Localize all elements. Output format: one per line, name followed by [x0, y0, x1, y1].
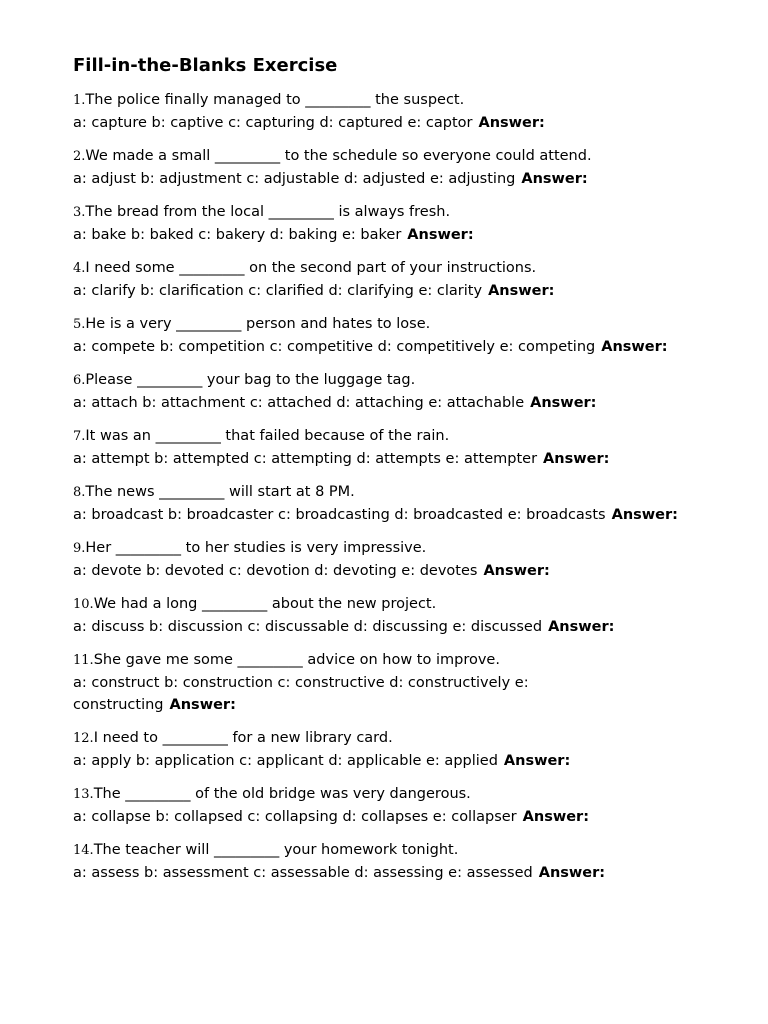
answer-label: Answer: — [548, 619, 615, 635]
answer-label: Answer: — [543, 451, 610, 467]
answer-label: Answer: — [169, 697, 236, 713]
options-text: a: capture b: captive c: capturing d: captured e: captor — [73, 115, 473, 131]
question-line — [73, 89, 693, 112]
question-line — [73, 369, 693, 392]
question-number: 12. — [73, 731, 94, 746]
question-item — [73, 369, 693, 414]
options-text: a: construct b: construction c: constructive d: constructively e: constructing — [73, 675, 529, 713]
options-text: a: compete b: competition c: competitive d: competitively e: competing — [73, 339, 596, 355]
answer-label: Answer: — [601, 339, 668, 355]
answer-label: Answer: — [407, 227, 474, 243]
answer-options — [73, 392, 693, 414]
question-line — [73, 257, 693, 280]
question-item — [73, 649, 693, 716]
question-sentence: We made a small _________ to the schedule so everyone could attend. — [85, 148, 592, 164]
options-text: a: apply b: application c: applicant d: applicable e: applied — [73, 753, 498, 769]
question-item — [73, 783, 693, 828]
question-item — [73, 839, 693, 884]
question-number: 5. — [73, 317, 86, 332]
question-item — [73, 537, 693, 582]
answer-options — [73, 504, 693, 526]
question-item — [73, 145, 693, 190]
question-item — [73, 727, 693, 772]
worksheet — [73, 52, 693, 895]
answer-label: Answer: — [522, 809, 590, 825]
question-item — [73, 89, 693, 134]
question-number: 9. — [73, 541, 86, 556]
answer-options — [73, 560, 693, 582]
question-item — [73, 257, 693, 302]
question-line — [73, 481, 693, 504]
question-line — [73, 201, 693, 224]
question-sentence: I need to _________ for a new library card. — [93, 730, 393, 746]
answer-options — [73, 672, 693, 716]
question-sentence: It was an _________ that failed because of the rain. — [85, 428, 450, 444]
answer-label: Answer: — [488, 283, 555, 299]
answer-options — [73, 806, 693, 828]
question-sentence: She gave me some _________ advice on how to improve. — [93, 652, 500, 668]
options-text: a: devote b: devoted c: devotion d: devoting e: devotes — [73, 563, 478, 579]
page-title: Fill-in-the-Blanks Exercise — [73, 55, 338, 76]
question-line — [73, 537, 693, 560]
question-number: 10. — [73, 597, 94, 612]
answer-label: Answer: — [483, 563, 550, 579]
answer-label: Answer: — [478, 115, 545, 131]
answer-options — [73, 448, 693, 470]
question-number: 13. — [73, 787, 94, 802]
question-line — [73, 313, 693, 336]
question-number: 6. — [73, 373, 86, 388]
options-text: a: assess b: assessment c: assessable d: assessing e: assessed — [73, 865, 533, 881]
question-line — [73, 727, 693, 750]
options-text: a: attempt b: attempted c: attempting d: attempts e: attempter — [73, 451, 538, 467]
question-line — [73, 593, 693, 616]
answer-label: Answer: — [521, 171, 588, 187]
options-text: a: clarify b: clarification c: clarified d: clarifying e: clarity — [73, 283, 483, 299]
question-item — [73, 425, 693, 470]
question-number: 11. — [73, 653, 94, 668]
answer-label: Answer: — [503, 753, 571, 769]
answer-options — [73, 280, 693, 302]
question-item — [73, 593, 693, 638]
question-item — [73, 481, 693, 526]
question-line — [73, 783, 693, 806]
question-sentence: We had a long _________ about the new project. — [93, 596, 437, 612]
options-text: a: discuss b: discussion c: discussable d: discussing e: discussed — [73, 619, 543, 635]
question-number: 14. — [73, 843, 94, 858]
options-text: a: attach b: attachment c: attached d: attaching e: attachable — [73, 395, 525, 411]
question-item — [73, 201, 693, 246]
question-sentence: The _________ of the old bridge was very dangerous. — [93, 786, 471, 802]
question-sentence: He is a very _________ person and hates to lose. — [85, 316, 431, 332]
question-number: 2. — [73, 149, 86, 164]
answer-options — [73, 862, 693, 884]
question-line — [73, 839, 693, 862]
question-line — [73, 425, 693, 448]
question-sentence: Her _________ to her studies is very impressive. — [85, 540, 427, 556]
answer-options — [73, 336, 693, 358]
question-sentence: Please _________ your bag to the luggage tag. — [85, 372, 416, 388]
options-text: a: broadcast b: broadcaster c: broadcasting d: broadcasted e: broadcasts — [73, 507, 606, 523]
answer-label: Answer: — [530, 395, 597, 411]
answer-options — [73, 224, 693, 246]
answer-options — [73, 616, 693, 638]
question-number: 7. — [73, 429, 86, 444]
answer-options — [73, 750, 693, 772]
options-text: a: adjust b: adjustment c: adjustable d: adjusted e: adjusting — [73, 171, 516, 187]
question-item — [73, 313, 693, 358]
question-line — [73, 649, 693, 672]
question-number: 1. — [73, 93, 86, 108]
question-number: 3. — [73, 205, 86, 220]
question-sentence: The news _________ will start at 8 PM. — [85, 484, 355, 500]
question-sentence: The teacher will _________ your homework tonight. — [93, 842, 459, 858]
question-number: 4. — [73, 261, 86, 276]
options-text: a: collapse b: collapsed c: collapsing d: collapses e: collapser — [73, 809, 517, 825]
question-sentence: The bread from the local _________ is always fresh. — [85, 204, 451, 220]
answer-label: Answer: — [611, 507, 678, 523]
options-text: a: bake b: baked c: bakery d: baking e: baker — [73, 227, 402, 243]
question-sentence: I need some _________ on the second part of your instructions. — [85, 260, 537, 276]
question-sentence: The police finally managed to _________ the suspect. — [85, 92, 465, 108]
question-number: 8. — [73, 485, 86, 500]
answer-label: Answer: — [538, 865, 606, 881]
answer-options — [73, 112, 693, 134]
answer-options — [73, 168, 693, 190]
question-line — [73, 145, 693, 168]
